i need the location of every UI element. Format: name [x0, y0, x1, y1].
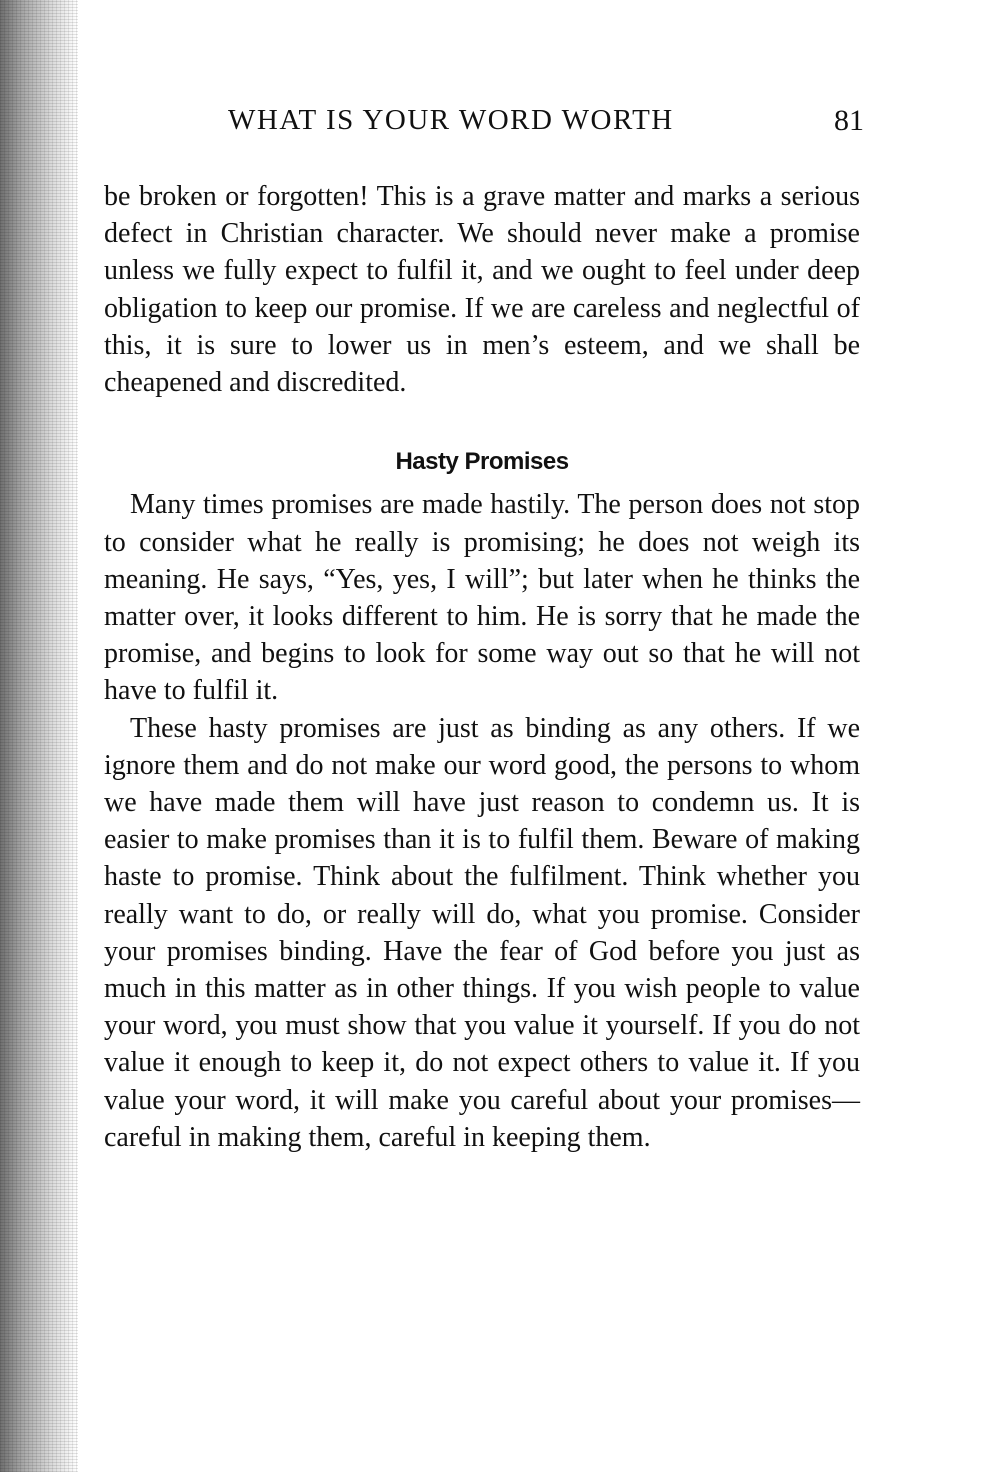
page-body	[104, 178, 860, 1156]
page-number: 81	[834, 104, 864, 137]
page-header	[228, 104, 864, 144]
paragraph: These hasty promises are just as binding as any others. If we ignore them and do not make our word good, the persons to whom we have made them will have just reason to condemn us. It is easier to make promises than it is to fulfil them. Beware of making haste to promise. Think about the fulfilment. Think whether you really want to do, or really will do, what you promise. Consider your promises binding. Have the fear of God before you just as much in this matter as in other things. If you wish people to value your word, you must show that you value it yourself. If you do not value it enough to keep it, do not expect others to value it. If you value your word, it will make you careful about your promises—careful in making them, careful in keeping them.	[104, 712, 860, 1153]
section-heading: Hasty Promises	[395, 448, 569, 476]
running-title: WHAT IS YOUR WORD WORTH	[228, 104, 674, 136]
scanned-page-edge-shadow	[0, 0, 78, 1472]
paragraph: Many times promises are made hastily. The person does not stop to consider what he really is promising; he does not weigh its meaning. He says, “Yes, yes, I will”; but later when he thinks the matter over, it looks different to him. He is sorry that he made the promise, and begins to look for some way out so that he will not have to fulfil it.	[104, 489, 860, 707]
continued-paragraph: be broken or forgotten! This is a grave matter and marks a serious defect in Christian character. We should never make a promise unless we fully expect to fulfil it, and we ought to feel under deep obligation to keep our promise. If we are careless and neglectful of this, it is sure to lower us in men’s esteem, and we shall be cheapened and discredited.	[104, 181, 860, 399]
